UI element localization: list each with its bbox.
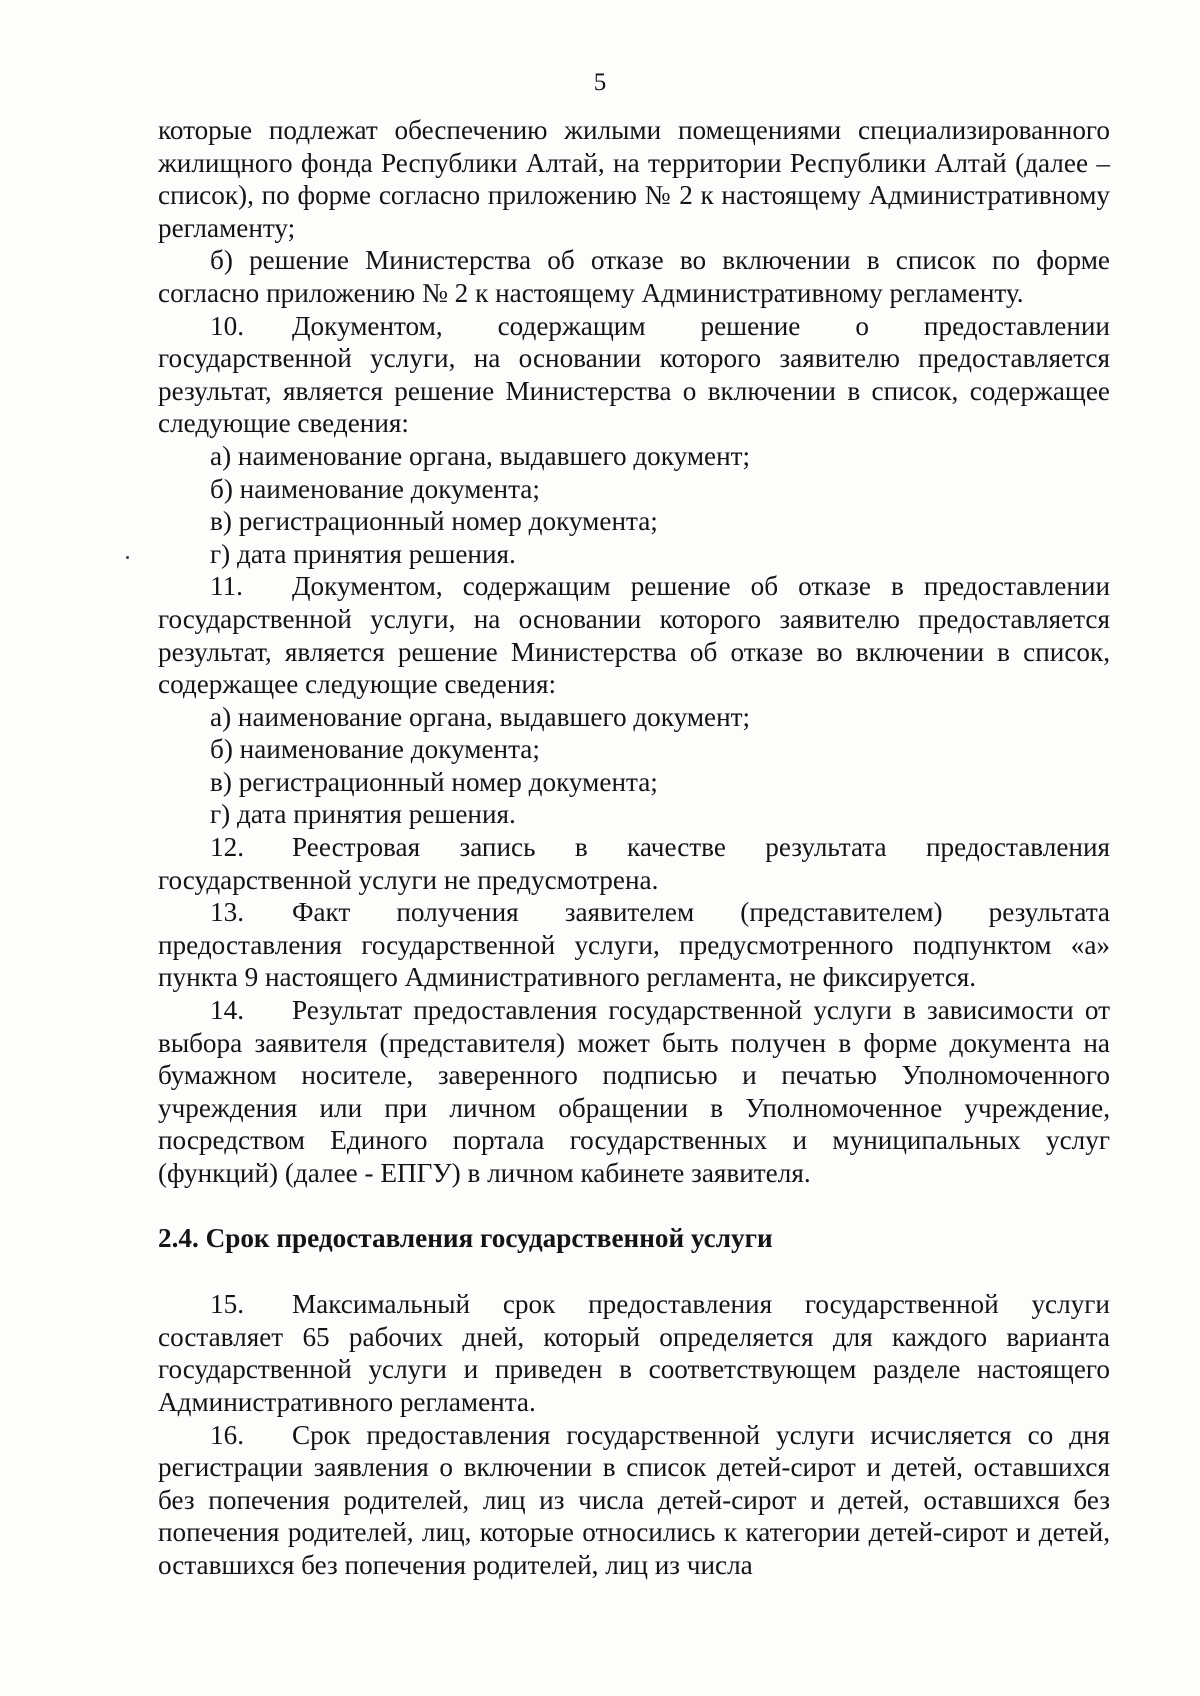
paragraph-text: Документом, содержащим решение о предоставлении государственной услуги, на основании которого заявителю предоставляется результат, является решение Министерства о включении в список, содержащее следующие сведения: <box>158 310 1110 439</box>
list-item: а) наименование органа, выдавшего документ; <box>210 701 751 732</box>
paragraph-number: 12. <box>210 832 244 863</box>
paragraph-text: Максимальный срок предоставления государственной услуги составляет 65 рабочих дней, который определяется для каждого варианта государственной услуги и приведен в соответствующем разделе настоящего Административного регламента. <box>158 1289 1110 1417</box>
list-item: б) наименование документа; <box>210 473 540 504</box>
paragraph-number: 15. <box>210 1289 244 1320</box>
paragraph-number: 16. <box>210 1419 244 1450</box>
page-number: 5 <box>593 69 607 96</box>
paragraph-number: 10. <box>210 310 244 341</box>
paragraph-list-intro-continuation: которые подлежат обеспечению жилыми помещениями специализированного жилищного фонда Республики Алтай, на территории Республики Алтай (далее – список), по форме согласно приложению № 2 к настоящему Административному регламенту; <box>158 115 1110 243</box>
paragraph-number: 11. <box>210 571 243 602</box>
paragraph-text: Факт получения заявителем (представителем) результата предоставления государственной услуги, предусмотренного подпунктом «а» пункта 9 настоящего Административного регламента, не фиксируется. <box>158 897 1110 993</box>
paragraph-text: Документом, содержащим решение об отказе в предоставлении государственной услуги, на основании которого заявителю предоставляется результат, является решение Министерства об отказе во включении в список, содержащее следующие сведения: <box>158 571 1110 700</box>
document-body <box>158 114 1110 1582</box>
list-item: г) дата принятия решения. <box>210 799 516 830</box>
list-item: в) регистрационный номер документа; <box>210 506 658 537</box>
list-item: а) наименование органа, выдавшего документ; <box>210 440 751 471</box>
section-heading: 2.4. Срок предоставления государственной услуги <box>158 1222 773 1253</box>
paragraph-text: Результат предоставления государственной услуги в зависимости от выбора заявителя (представителя) может быть получен в форме документа на бумажном носителе, заверенного подписью и печатью Уполномоченного учреждения или при личном обращении в Уполномоченное учреждение, посредством Единого портала государственных и муниципальных услуг (функций) (далее - ЕПГУ) в личном кабинете заявителя. <box>158 995 1110 1188</box>
paragraph-11 <box>158 570 1110 700</box>
paragraph-text: Срок предоставления государственной услуги исчисляется со дня регистрации заявления о включении в список детей-сирот и детей, оставшихся без попечения родителей, лиц из числа детей-сирот и детей, оставшихся без попечения родителей, лиц, которые относились к категории детей-сирот и детей, оставшихся без попечения родителей, лиц из числа <box>158 1419 1110 1580</box>
scan-dot-mark <box>126 556 129 559</box>
paragraph-16 <box>158 1419 1110 1582</box>
paragraph-number: 13. <box>210 897 244 928</box>
paragraph-10 <box>158 310 1110 440</box>
paragraph-text: Реестровая запись в качестве результата предоставления государственной услуги не предусмотрена. <box>158 832 1110 895</box>
paragraph-number: 14. <box>210 995 244 1026</box>
paragraph-15 <box>158 1288 1110 1418</box>
paragraph-12 <box>158 831 1110 896</box>
paragraph-14 <box>158 994 1110 1190</box>
paragraph-refusal-decision: б) решение Министерства об отказе во включении в список по форме согласно приложению № 2 к настоящему Административному регламенту. <box>158 245 1110 308</box>
list-item: б) наименование документа; <box>210 734 540 765</box>
list-item: в) регистрационный номер документа; <box>210 766 658 797</box>
list-item: г) дата принятия решения. <box>210 538 516 569</box>
paragraph-13 <box>158 896 1110 994</box>
